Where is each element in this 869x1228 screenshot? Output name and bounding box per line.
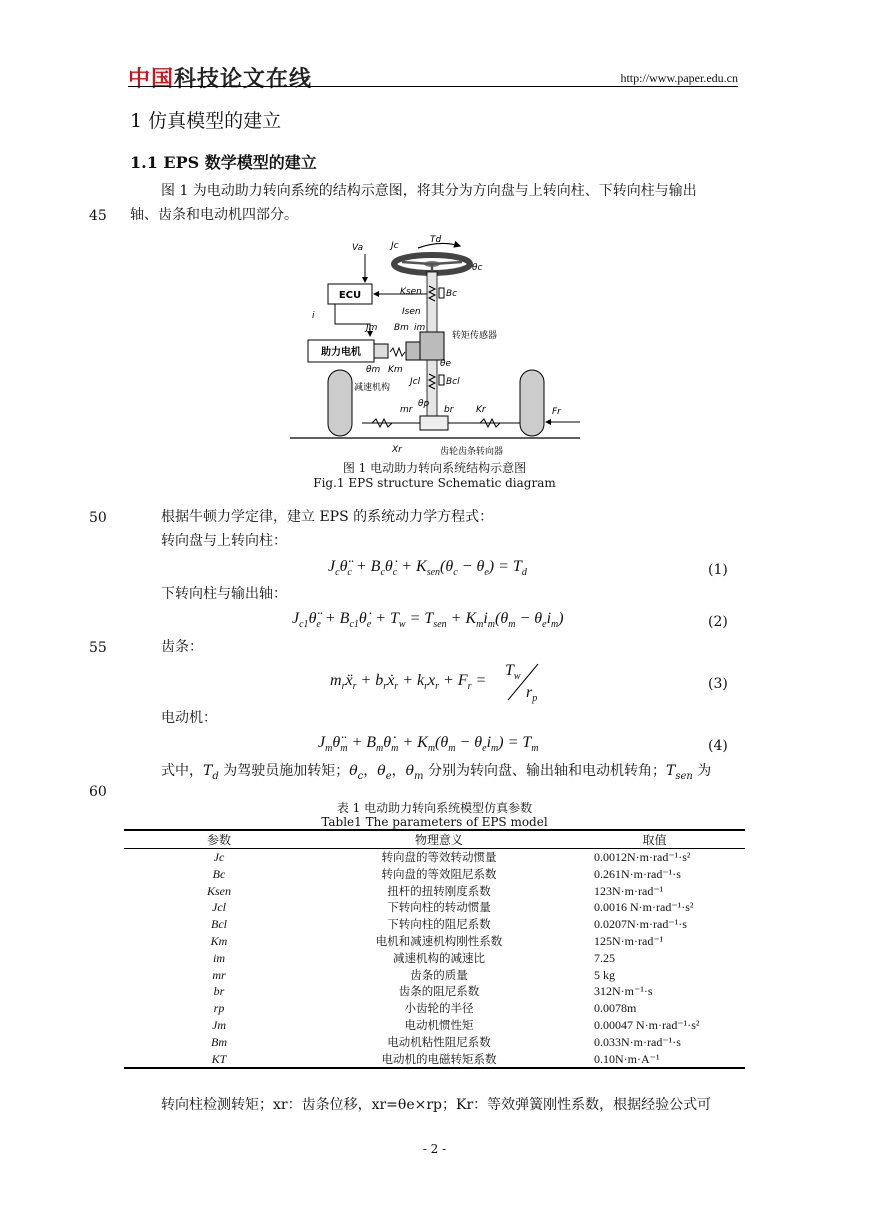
- param-cell: Jc: [213, 850, 225, 864]
- table-row: [124, 933, 745, 950]
- table-row: [124, 1034, 745, 1051]
- label-jc: Jc: [391, 241, 399, 251]
- subheading-motor: 电动机：: [161, 710, 217, 726]
- meaning-cell: 转向盘的等效转动惯量: [381, 850, 497, 864]
- label-jm: Jm: [366, 323, 378, 333]
- table-row: [124, 866, 745, 883]
- label-bcl: Bcl: [446, 377, 460, 387]
- equation-number-3: (3): [708, 676, 728, 692]
- label-theta-p: θp: [418, 399, 430, 409]
- label-torque-sensor: 转矩传感器: [452, 331, 498, 341]
- value-cell: 0.261N·m·rad⁻¹·s: [594, 866, 681, 881]
- subsection-heading: 1.1 EPS 数学模型的建立: [130, 153, 317, 172]
- where-line: 式中，$T_d$ 为驾驶员施加转矩；$\theta_c$，$\theta_e$，$\theta_m$ 分别为转向盘、输出轴和电动机转角；$T_{sen}$ 为: [161, 763, 712, 782]
- table-caption-cn: 表 1 电动助力转向系统模型仿真参数: [336, 801, 533, 815]
- label-im: im: [414, 323, 426, 333]
- ecu-label: ECU: [338, 290, 362, 301]
- line-number-60: 60: [89, 784, 107, 800]
- header-divider: [128, 86, 738, 87]
- table-caption-en: Table1 The parameters of EPS model: [321, 815, 548, 829]
- meaning-cell: 齿条的质量: [410, 967, 468, 982]
- journal-logo: [128, 62, 312, 93]
- gear-block: [420, 332, 444, 360]
- label-jcl: Jcl: [410, 377, 421, 387]
- table-row: [124, 1051, 745, 1069]
- table-header-meaning: 物理意义: [314, 830, 564, 849]
- intro-line-2: 轴、齿条和电动机四部分。: [130, 207, 298, 223]
- meaning-cell: 转向盘的等效阻尼系数: [381, 866, 497, 881]
- table-row: [124, 1017, 745, 1034]
- label-kr: Kr: [476, 405, 486, 415]
- table-row: [124, 967, 745, 984]
- table-row: [124, 1000, 745, 1017]
- value-cell: 0.0207N·m·rad⁻¹·s: [594, 917, 687, 932]
- param-cell: Bc: [212, 866, 226, 881]
- parameters-table: [124, 829, 745, 1069]
- equation-3-den: $r_p$: [526, 684, 538, 705]
- rack-housing: [420, 416, 448, 430]
- table-row: [124, 950, 745, 967]
- newton-line: 根据牛顿力学定律，建立 EPS 的系统动力学方程式：: [161, 509, 494, 525]
- line-number-45: 45: [89, 208, 107, 224]
- value-cell: 0.0012N·m·rad⁻¹·s²: [594, 850, 691, 864]
- label-theta-c: θc: [472, 263, 483, 273]
- value-cell: 0.10N·m·A⁻¹: [564, 1051, 745, 1069]
- logo-red-text: 中国: [128, 67, 175, 92]
- equation-3-num: $T_w$: [505, 662, 521, 683]
- value-cell: 0.00047 N·m·rad⁻¹·s²: [594, 1017, 700, 1032]
- meaning-cell: 电动机惯性矩: [404, 1017, 474, 1032]
- value-cell: 0.0016 N·m·rad⁻¹·s²: [594, 900, 694, 915]
- param-cell: im: [213, 950, 225, 965]
- intro-line-1: 图 1 为电动助力转向系统的结构示意图，将其分为方向盘与上转向柱、下转向柱与输出: [161, 183, 697, 199]
- label-gearbox: 减速机构: [354, 383, 391, 393]
- label-bc: Bc: [446, 289, 458, 299]
- label-br: br: [444, 405, 454, 415]
- equation-number-2: (2): [708, 614, 728, 630]
- param-cell: Bm: [211, 1034, 227, 1049]
- equation-1: $J_c\thetä_c$ + $B_c\thetȧ_c + K_{sen}(\theta_c - \theta_e) = T_d$: [328, 558, 527, 579]
- meaning-cell: 电动机粘性阻尼系数: [387, 1034, 491, 1049]
- motor-label: 助力电机: [321, 347, 361, 358]
- page-number: - 2 -: [422, 1142, 447, 1156]
- label-mr: mr: [400, 405, 413, 415]
- meaning-cell: 电动机的电磁转矩系数: [314, 1051, 564, 1069]
- header-url[interactable]: http://www.paper.edu.cn: [620, 71, 738, 85]
- param-cell: Ksen: [207, 883, 231, 898]
- figure-caption-cn: 图 1 电动助力转向系统结构示意图: [342, 461, 527, 475]
- table-row: [124, 883, 745, 900]
- value-cell: 5 kg: [594, 967, 615, 982]
- table-row: [124, 983, 745, 1000]
- subheading-lower-column: 下转向柱与输出轴：: [161, 586, 287, 602]
- label-bm: Bm: [394, 323, 409, 333]
- subheading-wheel: 转向盘与上转向柱：: [161, 533, 287, 549]
- line-number-55: 55: [89, 640, 107, 656]
- logo-dark-text: 科技论文在线: [174, 67, 313, 92]
- table-row: [124, 849, 745, 866]
- equation-number-4: (4): [708, 738, 728, 754]
- table-header-value: 取值: [564, 830, 745, 849]
- table-header-param: 参数: [124, 830, 314, 849]
- meaning-cell: 小齿轮的半径: [404, 1001, 474, 1016]
- figure-caption-en: Fig.1 EPS structure Schematic diagram: [313, 476, 556, 490]
- table-body: [124, 849, 745, 1069]
- table-row: [124, 899, 745, 916]
- label-theta-m: θm: [366, 365, 381, 375]
- param-cell: mr: [212, 967, 226, 982]
- value-cell: 125N·m·rad⁻¹: [594, 933, 664, 948]
- param-cell: br: [213, 984, 225, 999]
- equation-4: $J_m\thetä_m$ + $B_m\thetȧ_m + K_m(\theta_m - \theta_ei_m) = T_m$: [318, 734, 539, 755]
- subheading-rack: 齿条：: [161, 639, 203, 655]
- meaning-cell: 齿条的阻尼系数: [398, 984, 480, 999]
- param-cell: Jcl: [212, 900, 226, 915]
- table-row: [124, 916, 745, 933]
- value-cell: 0.033N·m·rad⁻¹·s: [594, 1034, 681, 1049]
- label-va: Va: [352, 243, 364, 253]
- value-cell: 7.25: [594, 950, 615, 965]
- label-km: Km: [388, 365, 403, 375]
- label-isen: Isen: [402, 307, 421, 317]
- label-xr: Xr: [392, 445, 402, 455]
- param-cell: KT: [124, 1051, 314, 1069]
- meaning-cell: 下转向柱的阻尼系数: [387, 917, 491, 932]
- equation-number-1: (1): [708, 562, 728, 578]
- line-number-50: 50: [89, 510, 107, 526]
- value-cell: 312N·m⁻¹·s: [594, 984, 653, 999]
- param-cell: Bcl: [211, 917, 227, 932]
- section-heading: 1 仿真模型的建立: [130, 110, 282, 132]
- value-cell: 0.0078m: [594, 1001, 637, 1016]
- meaning-cell: 电机和减速机构刚性系数: [375, 933, 503, 948]
- meaning-cell: 下转向柱的转动惯量: [387, 900, 491, 915]
- param-cell: Km: [210, 933, 228, 948]
- label-theta-e: θe: [440, 359, 452, 369]
- label-rack: 齿轮齿条转向器: [440, 447, 504, 457]
- left-wheel: [328, 370, 352, 436]
- label-td: Td: [430, 235, 442, 245]
- equation-2: $J_{c1}\thetä_e$ + $B_{c1}\thetȧ_e + T_w = T_{sen} + K_mi_m(\theta_m - \theta_ei_m)$: [292, 610, 564, 631]
- last-line: 转向柱检测转矩；xr：齿条位移，xr=θe×rp；Kr：等效弹簧刚性系数，根据经验公式可: [161, 1097, 712, 1113]
- param-cell: rp: [213, 1001, 225, 1016]
- equation-3: $m_rẍ_r$ + $b_rẋ_r + k_rx_r + F_r$ =: [330, 672, 487, 693]
- label-ksen: Ksen: [400, 287, 422, 297]
- label-fr: Fr: [552, 407, 561, 417]
- param-cell: Jm: [212, 1017, 226, 1032]
- meaning-cell: 减速机构的减速比: [393, 950, 485, 965]
- eps-structure-diagram: [290, 232, 590, 462]
- value-cell: 123N·m·rad⁻¹: [594, 883, 664, 898]
- right-wheel: [520, 370, 544, 436]
- label-i: i: [312, 311, 315, 321]
- meaning-cell: 扭杆的扭转刚度系数: [387, 883, 491, 898]
